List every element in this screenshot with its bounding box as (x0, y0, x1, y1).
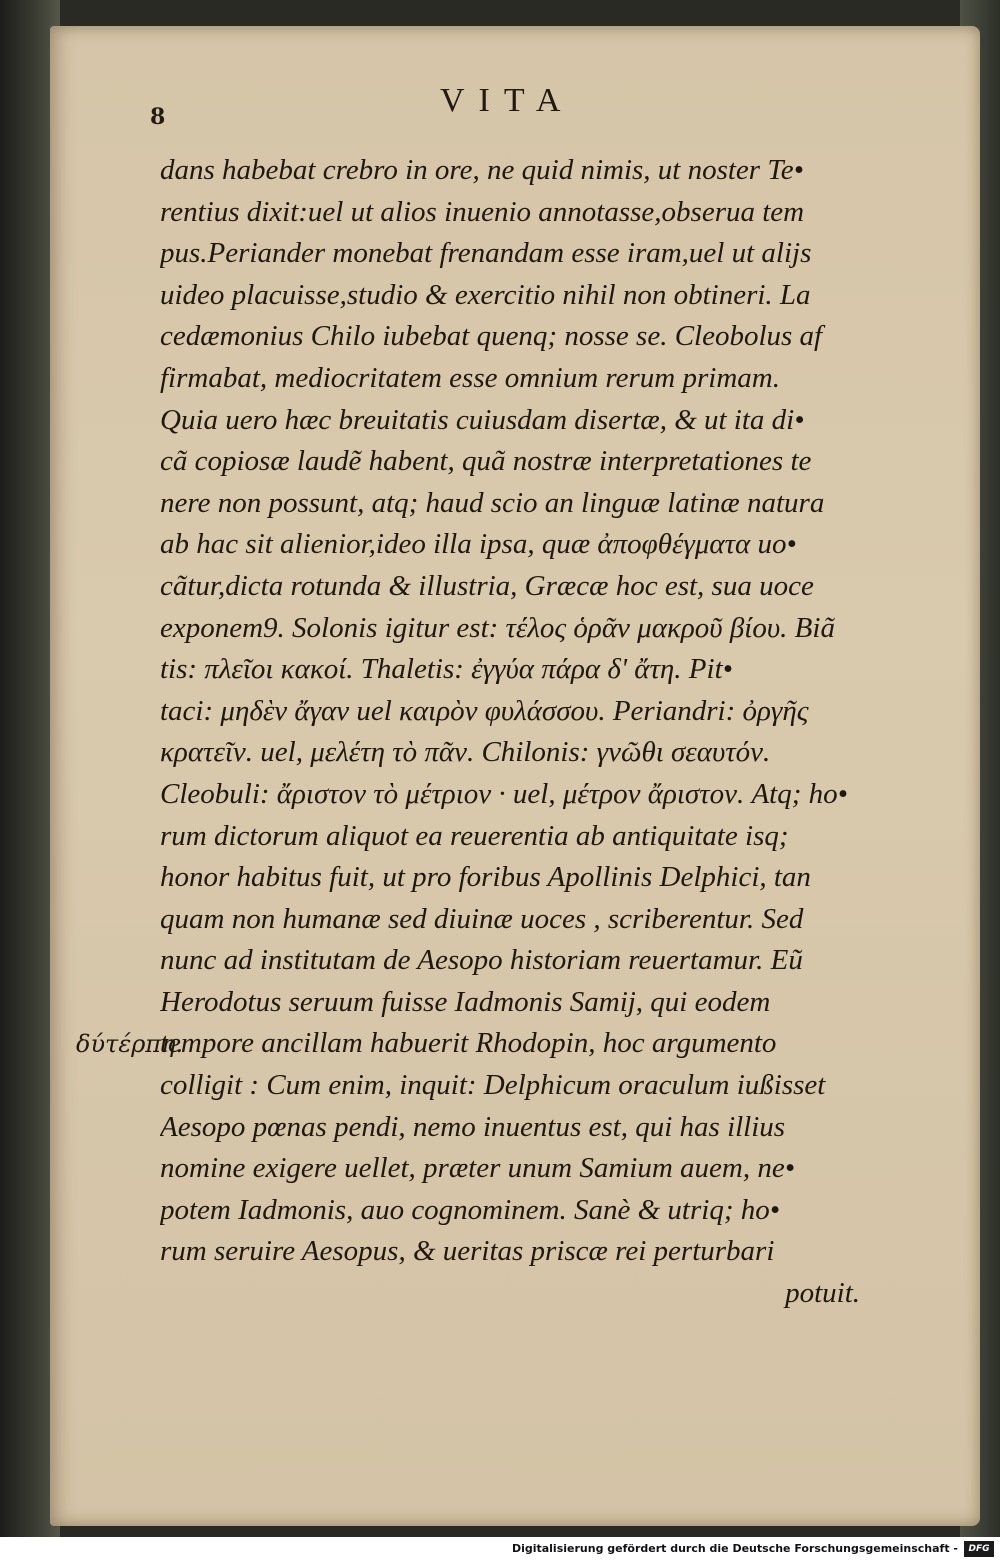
text-line: ab hac sit alienior,ideo illa ipsa, quæ ἀποφθέγματα uo• (160, 528, 797, 561)
footer (0, 1537, 1000, 1563)
footer-credit: Digitalisierung gefördert durch die Deutsche Forschungsgemeinschaft - (511, 1542, 958, 1555)
text-line: tis: πλεῖοι κακοί. Thaletis: ἐγγύα πάρα δ' ἄτη. Pit• (160, 653, 733, 686)
text-line: tempore ancillam habuerit Rhodopin, hoc argumento (160, 1027, 777, 1060)
text-line: potuit. (785, 1277, 860, 1310)
text-line: Quia uero hæc breuitatis cuiusdam disertæ, & ut ita di• (160, 403, 805, 436)
text-line: nomine exigere uellet, præter unum Samium auem, ne• (160, 1152, 795, 1185)
text-line: Herodotus seruum fuisse Iadmonis Samij, qui eodem (160, 985, 771, 1018)
running-head: VITA (440, 82, 575, 119)
text-line: cãtur,dicta rotunda & illustria, Græcæ hoc est, sua uoce (160, 569, 814, 602)
dfg-logo: DFG (964, 1541, 994, 1557)
text-line: cã copiosæ laudẽ habent, quã nostræ interpretationes te (160, 445, 812, 478)
text-line: cedæmonius Chilo iubebat quenq; nosse se. Cleobolus af (160, 320, 823, 353)
text-line: colligit : Cum enim, inquit: Delphicum oraculum iußisset (160, 1069, 826, 1102)
text-line: firmabat, mediocritatem esse omnium rerum primam. (160, 361, 780, 394)
text-line: quam non humanæ sed diuinæ uoces , scriberentur. Sed (160, 902, 804, 935)
text-line: Aesopo pœnas pendi, nemo inuentus est, qui has illius (160, 1110, 786, 1143)
text-line: κρατεῖν. uel, μελέτη τὸ πᾶν. Chilonis: γνῶθι σεαυτόν. (160, 736, 771, 769)
text-line: Cleobuli: ἄριστον τὸ μέτριον · uel, μέτρον ἄριστον. Atq; ho• (160, 777, 848, 810)
text-line: pus.Periander monebat frenandam esse iram,uel ut alijs (160, 237, 812, 270)
text-line: nunc ad institutam de Aesopo historiam reuertamur. Eũ (160, 944, 803, 977)
text-line: exponem9. Solonis igitur est: τέλος ὁρᾶν μακροῦ βίου. Biã (160, 611, 835, 644)
text-line: rentius dixit:uel ut alios inuenio annotasse,obserua tem (160, 195, 805, 228)
text-line: honor habitus fuit, ut pro foribus Apollinis Delphici, tan (160, 861, 811, 894)
marginal-note: δύτέρπη. (76, 1030, 184, 1058)
text-line: rum dictorum aliquot ea reuerentia ab antiquitate isq; (160, 819, 789, 852)
text-line: rum seruire Aesopus, & ueritas priscæ rei perturbari (160, 1235, 775, 1268)
body-text (160, 150, 880, 1315)
text-line: potem Iadmonis, auo cognominem. Sanè & utriq; ho• (160, 1193, 780, 1226)
text-line: nere non possunt, atq; haud scio an linguæ latinæ natura (160, 486, 825, 519)
text-line: taci: μηδὲν ἄγαν uel καιρὸν φυλάσσου. Periandri: ὀργῆς (160, 694, 809, 727)
page-header (150, 82, 850, 132)
text-line: dans habebat crebro in ore, ne quid nimis, ut noster Te• (160, 154, 804, 186)
page-number: 8 (150, 104, 166, 130)
text-line: uideo placuisse,studio & exercitio nihil non obtineri. La (160, 278, 811, 311)
